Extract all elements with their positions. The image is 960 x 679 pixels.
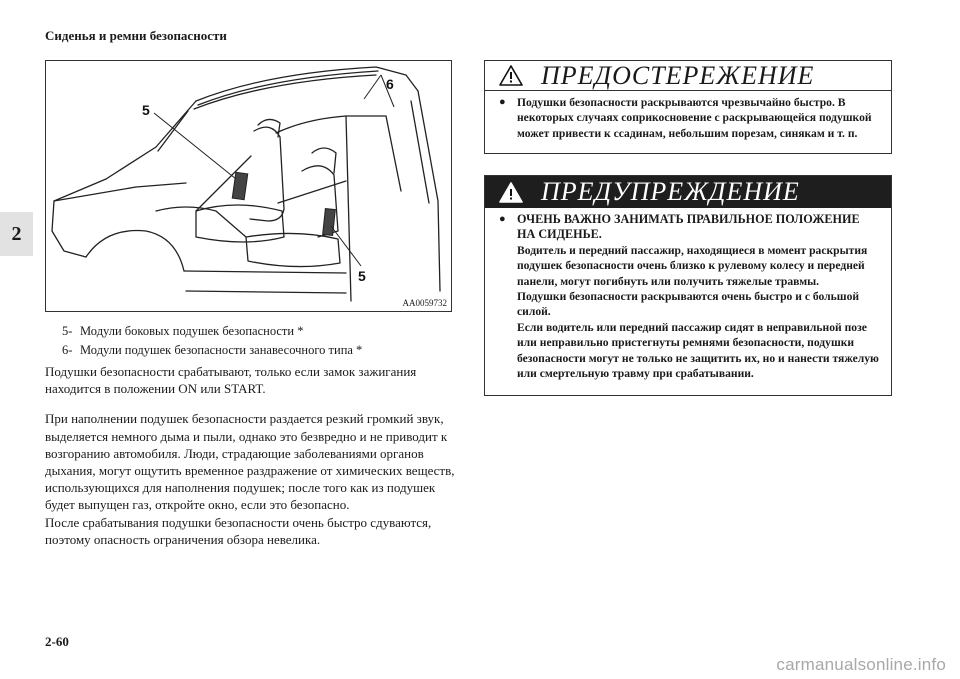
- caution-body: [485, 91, 891, 141]
- warning-bullet-item: [499, 212, 879, 381]
- body-text: [45, 363, 465, 561]
- caution-bullet-item: [499, 95, 879, 141]
- airbag-illustration: [45, 60, 452, 312]
- figure-legend: [62, 322, 362, 360]
- callout-5-rear: 5: [358, 268, 366, 284]
- warning-text-position: Водитель и передний пассажир, находящиеся в момент раскрытия подушек безопасности очень близко к рулевому колесу и передней панели, могут погибнуть или получить тяжелые травмы.: [517, 243, 868, 288]
- paragraph-ignition: Подушки безопасности срабатывают, только если замок зажигания находится в положении ON или START.: [45, 364, 417, 397]
- warning-title: ПРЕДУПРЕЖДЕНИЕ: [541, 177, 800, 206]
- watermark: carmanualsonline.info: [776, 655, 946, 674]
- front-side-airbag-module: [232, 172, 248, 199]
- warning-triangle-icon: [499, 182, 523, 203]
- warning-box: [484, 175, 892, 396]
- bullet-icon: ●: [499, 96, 506, 108]
- figure-code: AA0059732: [402, 298, 447, 308]
- caution-text: Подушки безопасности раскрываются чрезвычайно быстро. В некоторых случаях соприкосновение с раскрывающейся подушкой может привести к ссадинам, небольшим порезам, синякам и т. п.: [517, 96, 872, 140]
- caution-title: ПРЕДОСТЕРЕЖЕНИЕ: [541, 60, 815, 90]
- warning-text-posture: Если водитель или передний пассажир сидят в неправильной позе или неправильно пристегнуты ремнями безопасности, подушки безопасности могут не только не защитить их, но и нанести тяжелую или смертельную травму при срабатывании.: [517, 320, 879, 381]
- chapter-tab-label: 2: [11, 222, 22, 245]
- legend-item: [62, 341, 362, 360]
- warning-heading: ОЧЕНЬ ВАЖНО ЗАНИМАТЬ ПРАВИЛЬНОЕ ПОЛОЖЕНИЕ НА СИДЕНЬЕ.: [517, 212, 860, 242]
- warning-text-speed: Подушки безопасности раскрываются очень быстро и с большой силой.: [517, 290, 860, 319]
- legend-number: 5-: [62, 324, 73, 338]
- caution-title-bar: [485, 61, 891, 91]
- legend-item: [62, 322, 362, 341]
- bullet-icon: ●: [499, 213, 506, 225]
- warning-triangle-icon: [499, 65, 523, 86]
- paragraph-deflation: После срабатывания подушки безопасности очень быстро сдуваются, поэтому опасность ограничения обзора невелика.: [45, 514, 432, 547]
- paragraph-inflation: При наполнении подушек безопасности раздается резкий громкий звук, выделяется немного дыма и пыли, однако это безвредно и не приводит к возгоранию автомобиля. Люди, страдающие заболеваниями органов дыхания, могут ощутить временное раздражение от химических веществ, использующихся для наполнения подушек; после того как из подушек будет выпущен газ, откройте окно, если это безопасно.: [45, 411, 455, 513]
- warning-body: [485, 208, 891, 381]
- chapter-tab: [0, 212, 33, 256]
- caution-box: [484, 60, 892, 154]
- warning-content: [517, 212, 879, 381]
- car-interior-drawing: [46, 61, 451, 311]
- legend-text: Модули подушек безопасности занавесочного типа *: [80, 343, 363, 357]
- legend-text: Модули боковых подушек безопасности *: [80, 324, 304, 338]
- page-number: 2-60: [45, 634, 69, 649]
- legend-number: 6-: [62, 343, 73, 357]
- page-header: Сиденья и ремни безопасности: [45, 28, 227, 43]
- warning-title-bar: [485, 176, 891, 208]
- callout-6: 6: [386, 76, 394, 92]
- callout-5-front: 5: [142, 102, 150, 118]
- rear-side-airbag-module: [323, 209, 336, 236]
